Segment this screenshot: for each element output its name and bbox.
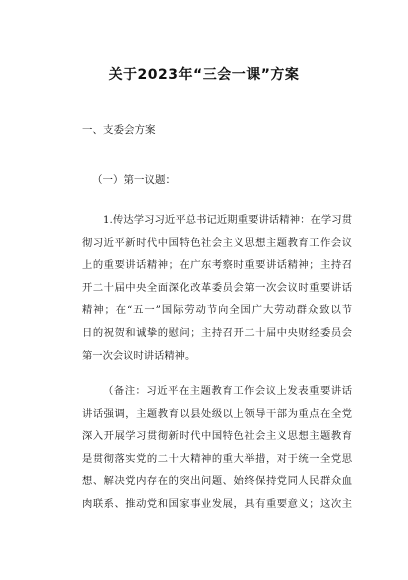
paragraph-line: 彻习近平新时代中国特色社会主义思想主题教育工作会议 [82, 236, 352, 249]
paragraph-line: 开二十届中央全面深化改革委员会第一次会议时重要讲话 [82, 281, 352, 294]
paragraph-line: （备注：习近平在主题教育工作会议上发表重要讲话 [103, 385, 352, 397]
paragraph-line: 1.传达学习习近平总书记近期重要讲话精神：在学习贯 [103, 214, 352, 226]
paragraph-line: 精神；在“五一”国际劳动节向全国广大劳动群众致以节 [82, 304, 352, 317]
subsection-heading: （一）第一议题： [92, 174, 176, 186]
paragraph-line: 日的祝贺和诚挚的慰问；主持召开二十届中央财经委员会 [82, 326, 352, 339]
paragraph-agenda [82, 209, 352, 367]
paragraph-line: 上的重要讲话精神；在广东考察时重要讲话精神；主持召 [82, 259, 352, 272]
paragraph-line: 想、解决党内存在的突出问题、始终保持党同人民群众血 [82, 475, 352, 488]
paragraph-line: 肉联系、推动党和国家事业发展，具有重要意义；这次主 [82, 497, 352, 510]
paragraph-line: 深入开展学习贯彻新时代中国特色社会主义思想主题教育 [82, 430, 352, 443]
paragraph-line: 第一次会议时讲话精神。 [82, 349, 196, 362]
paragraph-line: 讲话强调，主题教育以县处级以上领导干部为重点在全党 [82, 407, 352, 420]
paragraph-note [82, 380, 352, 516]
paragraph-line: 是贯彻落实党的二十大精神的重大举措，对于统一全党思 [82, 452, 352, 465]
section-heading: 一、支委会方案 [82, 124, 156, 136]
document-title: 关于2023年“三会一课”方案 [108, 67, 300, 83]
